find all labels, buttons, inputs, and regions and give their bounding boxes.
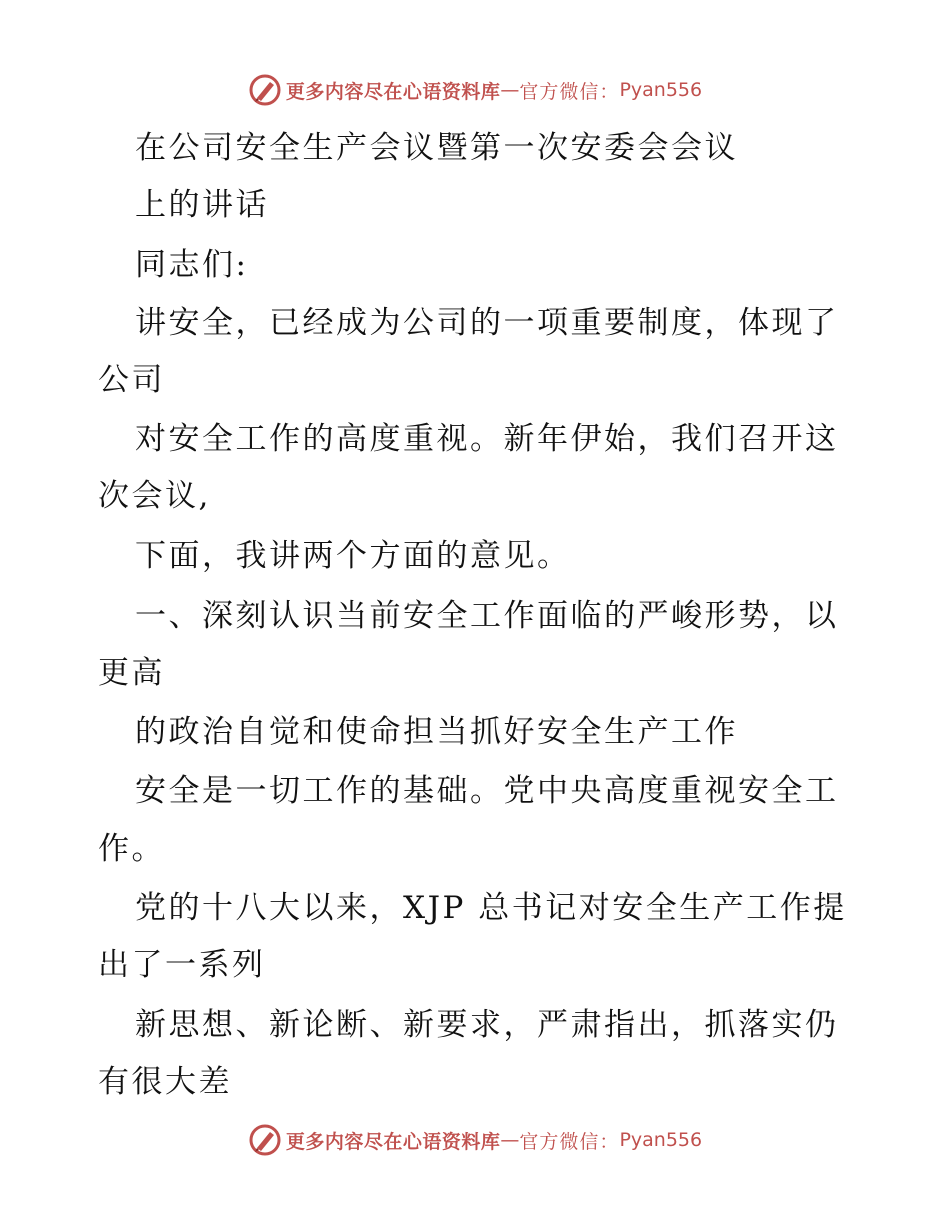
watermark-separator: — bbox=[500, 79, 520, 101]
section-heading-line: 的政治自觉和使命担当抓好安全生产工作 bbox=[135, 714, 738, 750]
body-line: 有很大差 bbox=[98, 1064, 232, 1100]
watermark-separator: — bbox=[500, 1129, 520, 1151]
watermark-wechat-id: Pyan556 bbox=[619, 1129, 703, 1151]
body-line: 公司 bbox=[98, 362, 165, 398]
footer-watermark bbox=[0, 1120, 950, 1160]
body-line: 新思想、新论断、新要求，严肃指出，抓落实仍 bbox=[135, 1007, 839, 1043]
section-heading-line: 更高 bbox=[98, 655, 165, 691]
document-title-line-2: 上的讲话 bbox=[135, 187, 269, 223]
document-title-line-1: 在公司安全生产会议暨第一次安委会会议 bbox=[135, 130, 738, 166]
body-line: 出了一系列 bbox=[98, 947, 266, 983]
body-line: 讲安全，已经成为公司的一项重要制度，体现了 bbox=[135, 305, 839, 341]
body-line: 次会议, bbox=[98, 478, 211, 514]
body-line: 对安全工作的高度重视。新年伊始，我们召开这 bbox=[135, 421, 839, 457]
salutation: 同志们: bbox=[135, 247, 249, 283]
header-watermark bbox=[0, 70, 950, 110]
pen-logo-icon bbox=[248, 73, 282, 107]
pen-logo-icon bbox=[248, 1123, 282, 1157]
watermark-label: 官方微信： bbox=[519, 80, 620, 103]
watermark-label: 官方微信： bbox=[519, 1130, 620, 1153]
watermark-brand: 更多内容尽在心语资料库 bbox=[285, 1130, 501, 1153]
watermark-brand: 更多内容尽在心语资料库 bbox=[285, 80, 501, 103]
body-line: 下面，我讲两个方面的意见。 bbox=[135, 538, 571, 574]
watermark-wechat-id: Pyan556 bbox=[619, 79, 703, 101]
body-line: 安全是一切工作的基础。党中央高度重视安全工 bbox=[135, 773, 839, 809]
section-heading-line: 一、深刻认识当前安全工作面临的严峻形势，以 bbox=[135, 598, 839, 634]
body-line: 党的十八大以来，XJP 总书记对安全生产工作提 bbox=[135, 890, 847, 926]
body-line: 作。 bbox=[98, 831, 165, 867]
